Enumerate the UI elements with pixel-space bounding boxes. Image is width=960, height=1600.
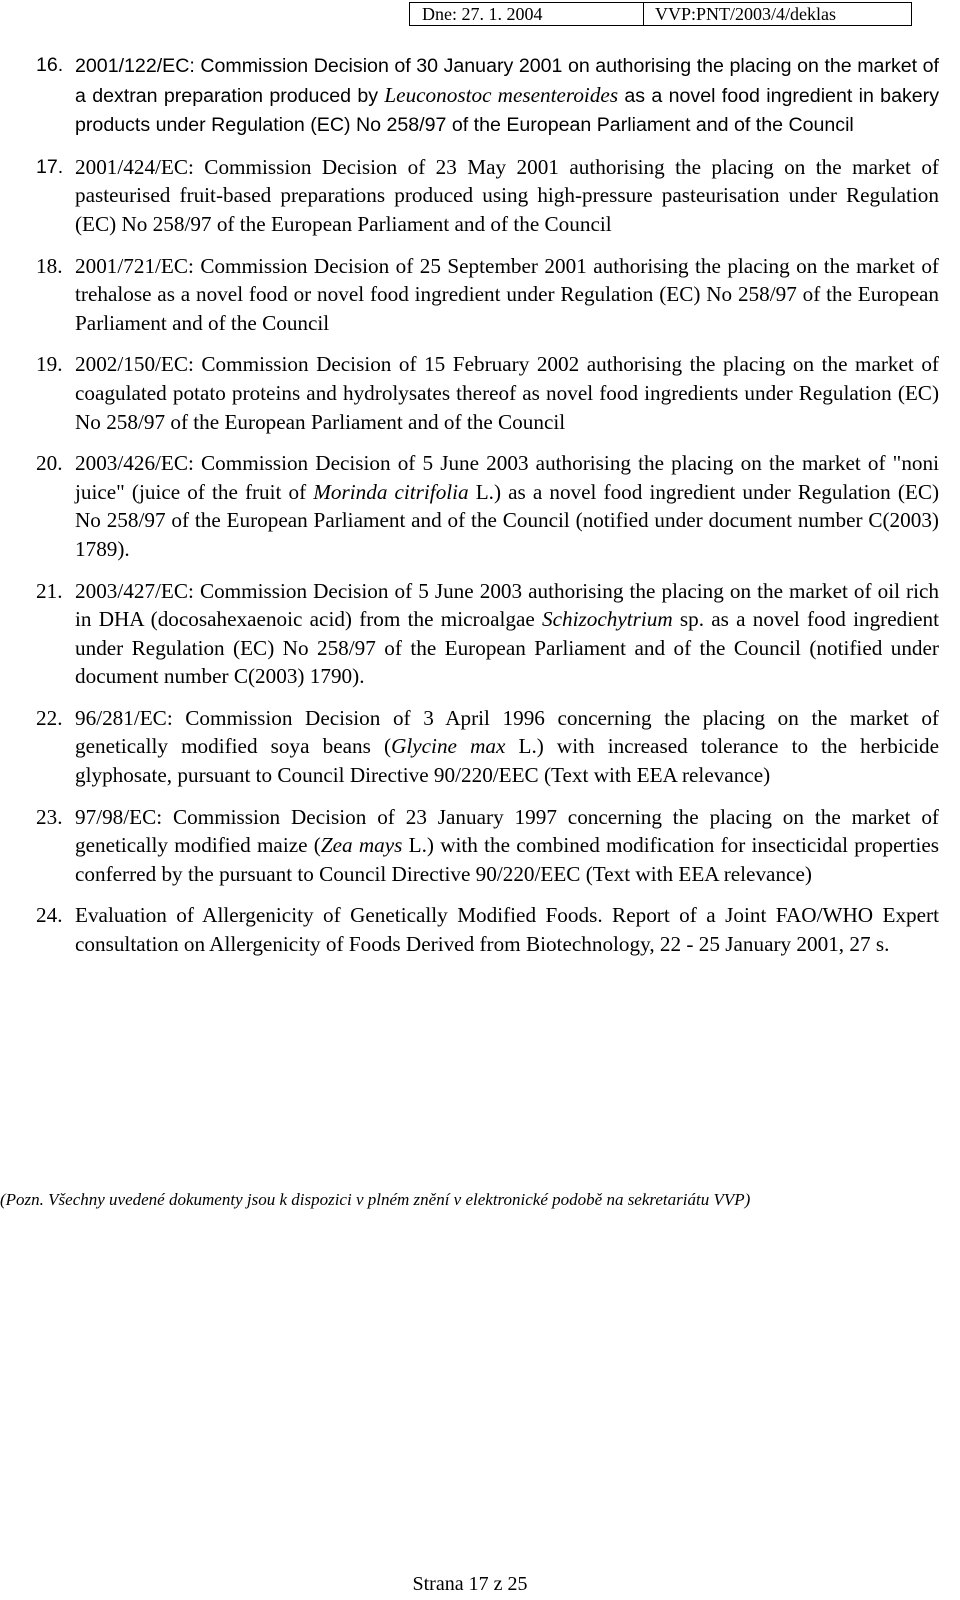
reference-text bbox=[75, 350, 939, 436]
reference-item bbox=[36, 252, 939, 338]
reference-text bbox=[75, 901, 939, 958]
reference-text-run: Evaluation of Allergenicity of Genetically Modified Foods. Report of a Joint FAO/WHO Expert consultation on Allergenicity of Foods Derived from Biotechnology, 22 - 25 January 2001, 27 s. bbox=[75, 903, 939, 957]
reference-text-italic: Morinda citrifolia bbox=[313, 479, 469, 504]
reference-number: 18. bbox=[36, 253, 63, 278]
reference-text bbox=[75, 449, 939, 563]
reference-text bbox=[75, 51, 939, 140]
reference-item bbox=[36, 350, 939, 436]
reference-text bbox=[75, 153, 939, 239]
reference-text-italic: Schizochytrium bbox=[542, 607, 673, 632]
reference-text-run: sp. as a novel food ingredient under Regulation (EC) No 258/97 of the European Parliament and of the Council (notified under document number C(2003) 1790). bbox=[75, 607, 939, 689]
page-number: Strana 17 z 25 bbox=[412, 1573, 528, 1595]
reference-number: 17. bbox=[36, 155, 64, 178]
reference-text-run: 96/281/EC: Commission Decision of 3 April 1996 concerning the placing on the market of genetically modified soya beans ( bbox=[75, 705, 939, 759]
reference-list bbox=[36, 51, 939, 972]
reference-number: 24. bbox=[36, 903, 63, 928]
reference-text-run: 2001/424/EC: Commission Decision of 23 May 2001 authorising the placing on the market of pasteurised fruit-based preparations produced using high-pressure pasteurisation under Regulation (EC) No 258/97 of the European Parliament and of the Council bbox=[75, 154, 939, 236]
reference-text-italic: Glycine max bbox=[391, 734, 506, 759]
reference-text bbox=[75, 252, 939, 338]
reference-item bbox=[36, 153, 939, 239]
reference-item bbox=[36, 449, 939, 563]
reference-text-run: as a novel food ingredient in bakery products under Regulation (EC) No 258/97 of the European Parliament and of the Council bbox=[75, 84, 939, 137]
header-reference: VVP:PNT/2003/4/deklas bbox=[655, 3, 837, 24]
reference-text-italic: Leuconostoc mesenteroides bbox=[384, 82, 619, 107]
reference-item bbox=[36, 901, 939, 958]
reference-text-run: 2003/426/EC: Commission Decision of 5 June 2003 authorising the placing on the market of "noni juice" (juice of the fruit of bbox=[75, 451, 939, 504]
reference-number: 20. bbox=[36, 451, 63, 476]
reference-text bbox=[75, 704, 939, 790]
reference-number: 22. bbox=[36, 705, 63, 730]
reference-number: 19. bbox=[36, 352, 63, 377]
reference-text-run: 2003/427/EC: Commission Decision of 5 June 2003 authorising the placing on the market of oil rich in DHA (docosahexaenoic acid) from the microalgae bbox=[75, 578, 939, 632]
reference-text-run: L.) with increased tolerance to the herbicide glyphosate, pursuant to Council Directive 90/220/EEC (Text with EEA relevance) bbox=[75, 734, 939, 788]
reference-text-run: 2001/122/EC: Commission Decision of 30 January 2001 on authorising the placing on the market of a dextran preparation produced by bbox=[75, 55, 939, 107]
reference-text-run: 2002/150/EC: Commission Decision of 15 February 2002 authorising the placing on the market of coagulated potato proteins and hydrolysates thereof as novel food ingredients under Regulation (EC) No 258/97 of the European Parliament and of the Council bbox=[75, 352, 939, 434]
reference-text-run: L.) as a novel food ingredient under Regulation (EC) No 258/97 of the European Parliament and of the Council (notified under document number C(2003) 1789). bbox=[75, 479, 940, 561]
document-header bbox=[409, 2, 912, 26]
reference-text-run: 2001/721/EC: Commission Decision of 25 September 2001 authorising the placing on the market of trehalose as a novel food or novel food ingredient under Regulation (EC) No 258/97 of the European Parliament and of the Council bbox=[75, 253, 939, 335]
reference-number: 16. bbox=[36, 54, 64, 76]
footnote: (Pozn. Všechny uvedené dokumenty jsou k dispozici v plném znění v elektronické podobě na sekretariátu VVP) bbox=[0, 1190, 751, 1209]
reference-number: 23. bbox=[36, 804, 63, 829]
header-date: Dne: 27. 1. 2004 bbox=[410, 3, 644, 25]
reference-item bbox=[36, 803, 939, 889]
reference-text bbox=[75, 577, 939, 691]
reference-item bbox=[36, 704, 939, 790]
reference-text bbox=[75, 803, 939, 889]
reference-item bbox=[36, 51, 939, 140]
reference-number: 21. bbox=[36, 578, 63, 603]
reference-text-run: 97/98/EC: Commission Decision of 23 January 1997 concerning the placing on the market of genetically modified maize ( bbox=[75, 804, 939, 858]
reference-text-italic: Zea mays bbox=[320, 833, 403, 858]
reference-text-run: L.) with the combined modification for insecticidal properties conferred by the pursuant to Council Directive 90/220/EEC (Text with EEA relevance) bbox=[75, 833, 939, 886]
reference-item bbox=[36, 577, 939, 691]
